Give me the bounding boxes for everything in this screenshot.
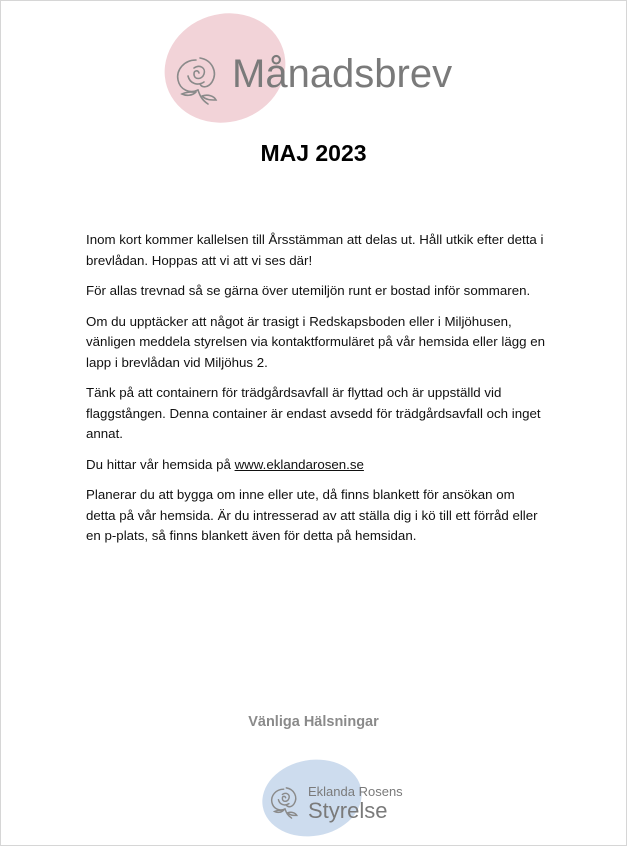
paragraph-website bbox=[86, 455, 546, 476]
closing-greeting: Vänliga Hälsningar bbox=[248, 714, 379, 730]
newsletter-title: Månadsbrev bbox=[232, 52, 453, 96]
footer-board-label: Styrelse bbox=[308, 798, 388, 823]
header-logo bbox=[160, 12, 453, 124]
paragraph-outdoor-environment: För allas trevnad så se gärna över utemiljön runt er bostad inför sommaren. bbox=[86, 283, 531, 298]
document-heading: MAJ 2023 bbox=[260, 140, 367, 166]
rose-icon bbox=[166, 46, 230, 110]
website-prefix: Du hittar vår hemsida på bbox=[86, 456, 235, 472]
footer-org-name: Eklanda Rosens bbox=[308, 784, 403, 799]
letter-body bbox=[86, 230, 546, 557]
footer-logo bbox=[258, 758, 418, 838]
paragraph-garden-container: Tänk på att containern för trädgårdsavfall är flyttad och är uppställd vid flaggstången. Denna container är endast avsedd för trädgårdsavfall och inget annat. bbox=[86, 385, 541, 441]
website-link[interactable]: www.eklandarosen.se bbox=[234, 456, 364, 472]
paragraph-report-damage: Om du upptäcker att något är trasigt i Redskapsboden eller i Miljöhusen, vänligen meddela styrelsen via kontaktformuläret på vår hemsida eller lägg en lapp i brevlådan vid Miljöhus 2. bbox=[86, 313, 545, 370]
paragraph-forms: Planerar du att bygga om inne eller ute, då finns blankett för ansökan om detta på vår hemsida. Är du intresserad av att ställa dig i kö till ett förråd eller en p-plats, så finns blankett även för detta på hemsidan. bbox=[86, 487, 538, 543]
paragraph-annual-meeting: Inom kort kommer kallelsen till Årsstämman att delas ut. Håll utkik efter detta i brevlådan. Hoppas att vi att vi ses där! bbox=[86, 232, 544, 268]
rose-icon bbox=[264, 780, 306, 822]
